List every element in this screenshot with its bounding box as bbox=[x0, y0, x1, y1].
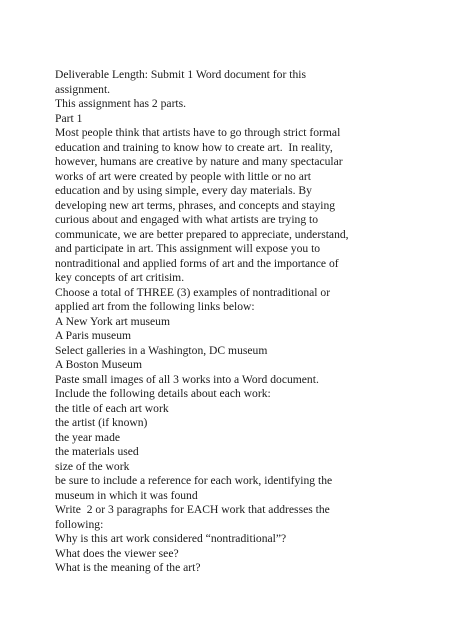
detail-item: the materials used bbox=[55, 445, 139, 458]
instruction-line: museum in which it was found bbox=[55, 488, 198, 502]
intro-paragraph-line: education and training to know how to create art. In reality, bbox=[55, 140, 333, 154]
intro-paragraph-line: communicate, we are better prepared to appreciate, understand, bbox=[55, 227, 349, 241]
intro-paragraph-line: developing new art terms, phrases, and concepts and staying bbox=[55, 198, 336, 212]
detail-item: the year made bbox=[55, 430, 121, 444]
question-item: What is the meaning of the art? bbox=[55, 561, 201, 574]
intro-paragraph-line: education and by using simple, every day materials. By bbox=[55, 184, 312, 197]
intro-paragraph-line: curious about and engaged with what artists are trying to bbox=[55, 213, 319, 226]
museum-paris: A Paris museum bbox=[55, 329, 132, 342]
museum-boston: A Boston Museum bbox=[55, 358, 142, 371]
intro-paragraph-line: and participate in art. This assignment will expose you to bbox=[55, 242, 321, 255]
instruction-line: applied art from the following links below: bbox=[55, 300, 255, 313]
intro-paragraph-line: however, humans are creative by nature and many spectacular bbox=[55, 155, 343, 168]
instruction-line: Choose a total of THREE (3) examples of nontraditional or bbox=[55, 285, 331, 299]
deliverable-length-line: Deliverable Length: Submit 1 Word document for this bbox=[55, 68, 306, 81]
instruction-line: following: bbox=[55, 517, 104, 531]
detail-item: the title of each art work bbox=[55, 401, 169, 415]
museum-new-york: A New York art museum bbox=[55, 314, 170, 328]
instruction-line: Include the following details about each work: bbox=[55, 387, 271, 400]
detail-item: the artist (if known) bbox=[55, 416, 148, 429]
intro-paragraph-line: key concepts of art critisim. bbox=[55, 271, 185, 284]
document-body bbox=[55, 68, 395, 576]
deliverable-length-line-cont: assignment. bbox=[55, 82, 111, 96]
intro-paragraph-line: nontraditional and applied forms of art and the importance of bbox=[55, 256, 339, 270]
instruction-line: Write 2 or 3 paragraphs for EACH work that addresses the bbox=[55, 503, 330, 516]
intro-paragraph-line: works of art were created by people with little or no art bbox=[55, 169, 311, 183]
intro-paragraph-line: Most people think that artists have to go through strict formal bbox=[55, 126, 341, 139]
part-1-heading: Part 1 bbox=[55, 111, 83, 125]
instruction-line: be sure to include a reference for each work, identifying the bbox=[55, 474, 333, 487]
assignment-parts-line: This assignment has 2 parts. bbox=[55, 97, 187, 110]
instruction-line: Paste small images of all 3 works into a Word document. bbox=[55, 372, 319, 386]
museum-washington-dc: Select galleries in a Washington, DC museum bbox=[55, 343, 268, 357]
question-item: What does the viewer see? bbox=[55, 546, 179, 560]
question-item: Why is this art work considered “nontraditional”? bbox=[55, 532, 287, 545]
detail-item: size of the work bbox=[55, 459, 130, 473]
